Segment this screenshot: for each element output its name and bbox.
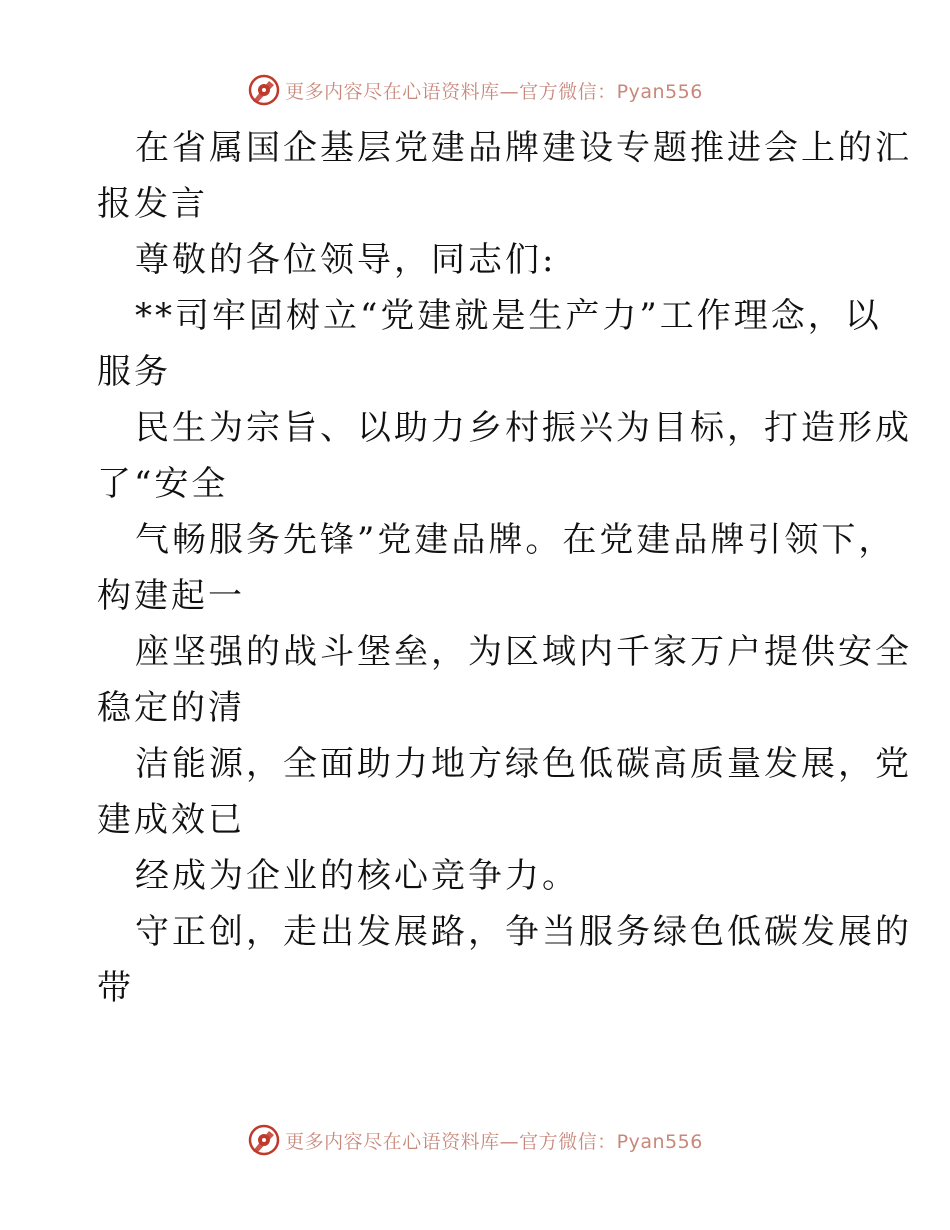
document-body: [97, 120, 912, 1016]
watermark-text: 更多内容尽在心语资料库—官方微信：Pyan556: [285, 80, 703, 103]
text-line: 洁能源，全面助力地方绿色低碳高质量发展，党: [135, 744, 912, 784]
text-line: 守正创，走出发展路，争当服务绿色低碳发展的: [135, 912, 912, 952]
text-line: 建成效已: [97, 800, 245, 840]
text-line: 服务: [97, 352, 171, 392]
text-line: 在省属国企基层党建品牌建设专题推进会上的汇: [135, 128, 912, 168]
text-line: 报发言: [97, 184, 208, 224]
text-line: 了“安全: [97, 464, 229, 504]
text-line: 稳定的清: [97, 688, 245, 728]
watermark-text: 更多内容尽在心语资料库—官方微信：Pyan556: [285, 1130, 703, 1153]
text-line: 尊敬的各位领导，同志们:: [135, 240, 557, 280]
footer-watermark-banner: [0, 1120, 950, 1160]
text-line: 构建起一: [97, 576, 245, 616]
pen-nib-logo-icon: [247, 1123, 281, 1157]
text-line: 民生为宗旨、以助力乡村振兴为目标，打造形成: [135, 408, 912, 448]
pen-nib-logo-icon: [247, 73, 281, 107]
header-watermark-banner: [0, 70, 950, 110]
text-line: 经成为企业的核心竞争力。: [135, 856, 579, 896]
text-line: 带: [97, 968, 134, 1008]
text-line: 座坚强的战斗堡垒，为区域内千家万户提供安全: [135, 632, 912, 672]
text-line: **司牢固树立“党建就是生产力”工作理念，以: [135, 296, 882, 336]
text-line: 气畅服务先锋”党建品牌。在党建品牌引领下，: [135, 520, 896, 560]
